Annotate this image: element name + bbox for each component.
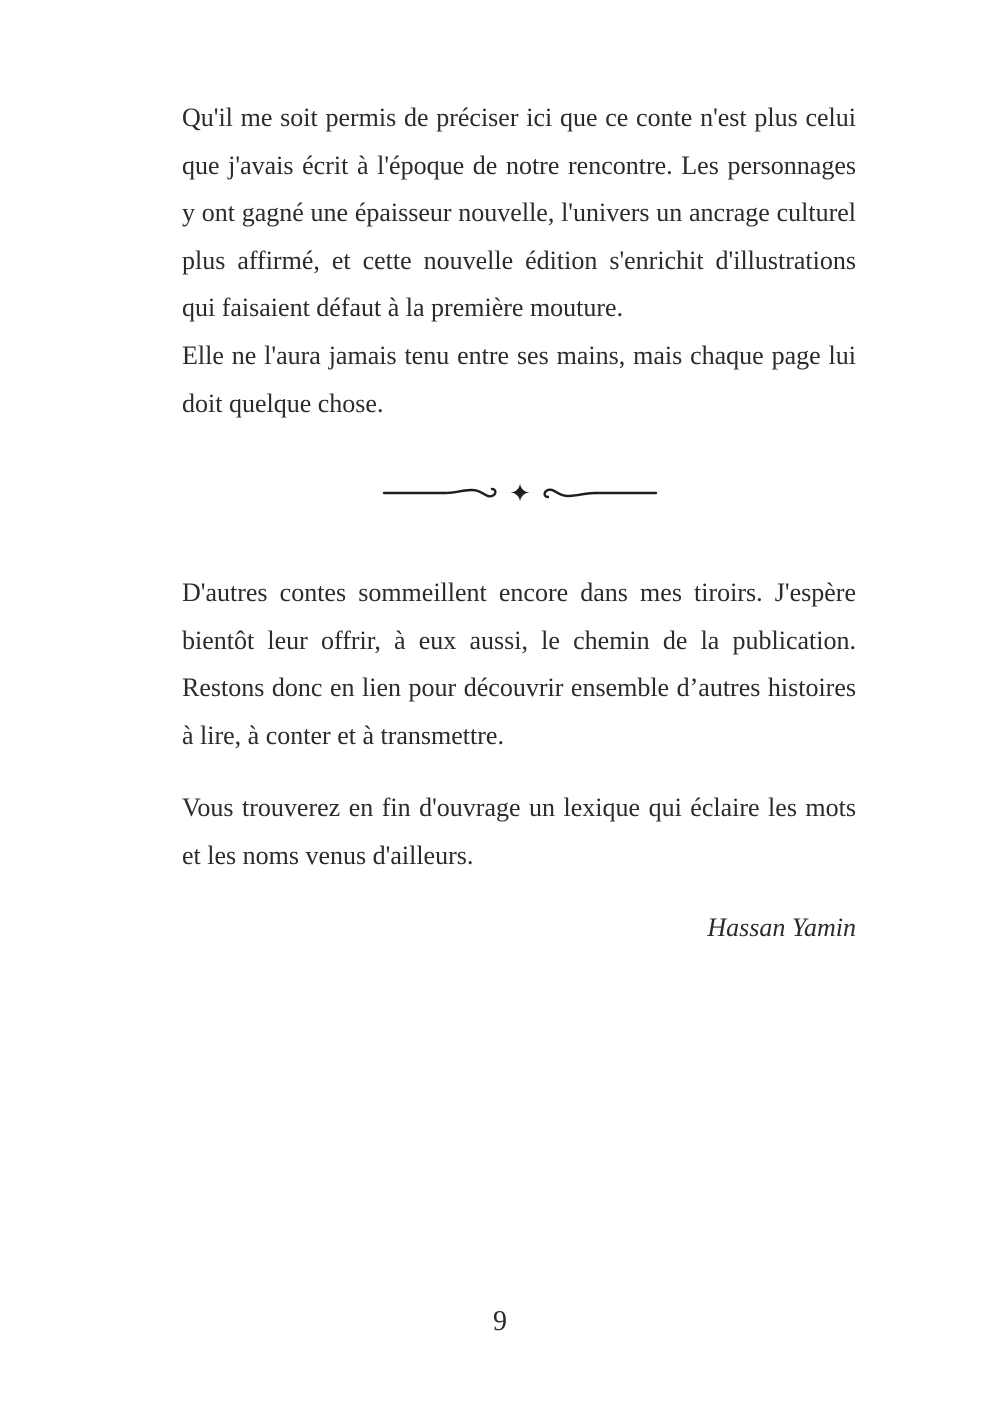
star-ornament-glyph: ✦ — [509, 479, 531, 509]
flourish-divider-icon — [380, 476, 660, 510]
text-block-middle — [182, 569, 856, 759]
paragraph-conte-revision: Qu'il me soit permis de préciser ici que ce conte n'est plus celui que j'avais écrit à l'époque de notre rencontre. Les personnages y ont gagné une épaisseur nouvelle, l'univers un ancrage culturel plus affirmé, et cette nouvelle édition s'enrichit d'illustrations qui faisaient défaut à la première mouture. — [182, 103, 856, 323]
page-number: 9 — [493, 1306, 507, 1337]
text-block-upper — [182, 94, 856, 427]
paragraph-dedication: Elle ne l'aura jamais tenu entre ses mains, mais chaque page lui doit quelque chose. — [182, 340, 856, 418]
text-block-lower — [182, 784, 856, 879]
paragraph-lexicon: Vous trouverez en fin d'ouvrage un lexique qui éclaire les mots et les noms venus d'ailleurs. — [182, 793, 856, 870]
paragraph-other-tales: D'autres contes sommeillent encore dans mes tiroirs. J'espère bientôt leur offrir, à eux aussi, le chemin de la publication. Restons donc en lien pour découvrir ensemble d’autres histoires à lire, à conter et à transmettre. — [182, 578, 856, 750]
author-signature: Hassan Yamin — [707, 913, 856, 942]
